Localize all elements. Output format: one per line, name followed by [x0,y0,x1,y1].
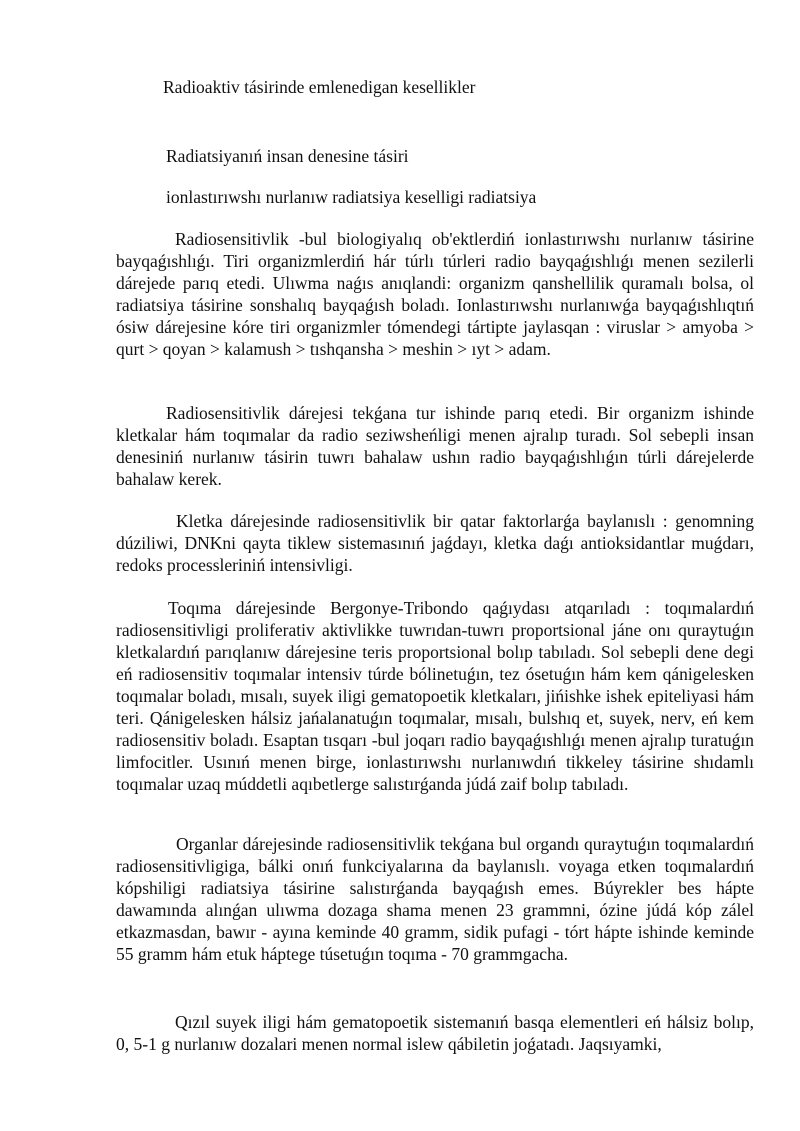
section-heading: Radiatsiyanıń insan denesine tásiri [166,146,409,166]
paragraph-species-levels: Radiosensitivlik dárejesi tekǵana tur ishinde parıq etedi. Bir organizm ishinde kletkalar hám toqımalar da radio seziwsheńligi menen ajralıp turadı. Sol sebepli insan denesiniń nurlanıw tásirin tuwrı bahalaw ushın radio bayqaǵıshlıǵın túrli dárejelerde bahalaw kerek. [116,403,754,489]
paragraph-bone-marrow: Qızıl suyek iligi hám gematopoetik sistemanıń basqa elementleri eń hálsiz bolıp, 0, 5-1 g nurlanıw dozalari menen normal islew qábiletin joǵatadı. Jaqsıyamki, [116,1012,754,1054]
paragraph-cell-level: Kletka dárejesinde radiosensitivlik bir qatar faktorlarǵa baylanıslı : genomning dúziliwi, DNKni qayta tiklew sistemasınıń jaǵdayı, kletka daǵı antioksidantlar muǵdarı, redoks processleriniń intensivligi. [116,511,754,575]
keywords-line: ionlastırıwshı nurlanıw radiatsiya keselligi radiatsiya [166,187,537,207]
paragraph-tissue-level: Toqıma dárejesinde Bergonye-Tribondo qaǵıydası atqarıladı : toqımalardıń radiosensitivligi proliferativ aktivlikke tuwrıdan-tuwrı proportsional jáne onı quraytuǵın kletkalardıń parıqlanıw dárejesine teris proportsional bolıp tabıladı. Sol sebepli dene degi eń radiosensitiv toqımalar intensiv túrde bólinetuǵın, tez ósetuǵın hám kem qánigelesken toqımalar boladı, mısalı, suyek iligi gematopoetik kletkaları, jińishke ishek epiteliyasi hám teri. Qánigelesken hálsiz jańalanatuǵın toqımalar, mısalı, bulshıq et, suyek, nerv, eń kem radiosensitiv boladı. Esaptan tısqarı -bul joqarı radio bayqaǵıshlıǵı menen ajralıp turatuǵın limfocitler. Usınıń menen birge, ionlastırıwshı nurlanıwdıń tikkeley tásirine shıdamlı toqımalar uzaq múddetli aqıbetlerge salıstırǵanda júdá zaif bolıp tabıladı. [116,598,754,794]
paragraph-organ-level: Organlar dárejesinde radiosensitivlik tekǵana bul organdı quraytuǵın toqımalardıń radiosensitivligiga, bálki onıń funkciyalarına da baylanıslı. voyaga etken toqımalardıń kópshiligi radiatsiya tásirine salıstırǵanda bayqaǵısh emes. Búyrekler bes hápte dawamında alınǵan ulıwma dozaga shama menen 23 grammni, ózine júdá kóp zálel etkazmasdan, bawır - ayına keminde 40 gramm, sidik pufagi - tórt hápte ishinde keminde 55 gramm hám etuk háptege túsetuǵın toqıma - 70 grammgacha. [116,834,754,964]
paragraph-radiosensitivity-definition: Radiosensitivlik -bul biologiyalıq ob'ektlerdiń ionlastırıwshı nurlanıw tásirine bayqaǵıshlıǵı. Tiri organizmlerdiń hár túrlı túrleri radio bayqaǵıshlıǵı menen sezilerli dárejede parıq etedi. Ulıwma naǵıs anıqlandi: organizm qanshellilik quramalı bolsa, ol radiatsiya tásirine sonshalıq bayqaǵısh boladı. Ionlastırıwshı nurlanıwǵa bayqaǵıshlıqtıń ósiw dárejesine kóre tiri organizmler tómendegi tártipte jaylasqan : viruslar > amyoba > qurt > qoyan > kalamush > tıshqansha > meshin > ıyt > adam. [116,229,754,359]
document-title: Radioaktiv tásirinde emlenedigan kesellikler [163,77,476,97]
